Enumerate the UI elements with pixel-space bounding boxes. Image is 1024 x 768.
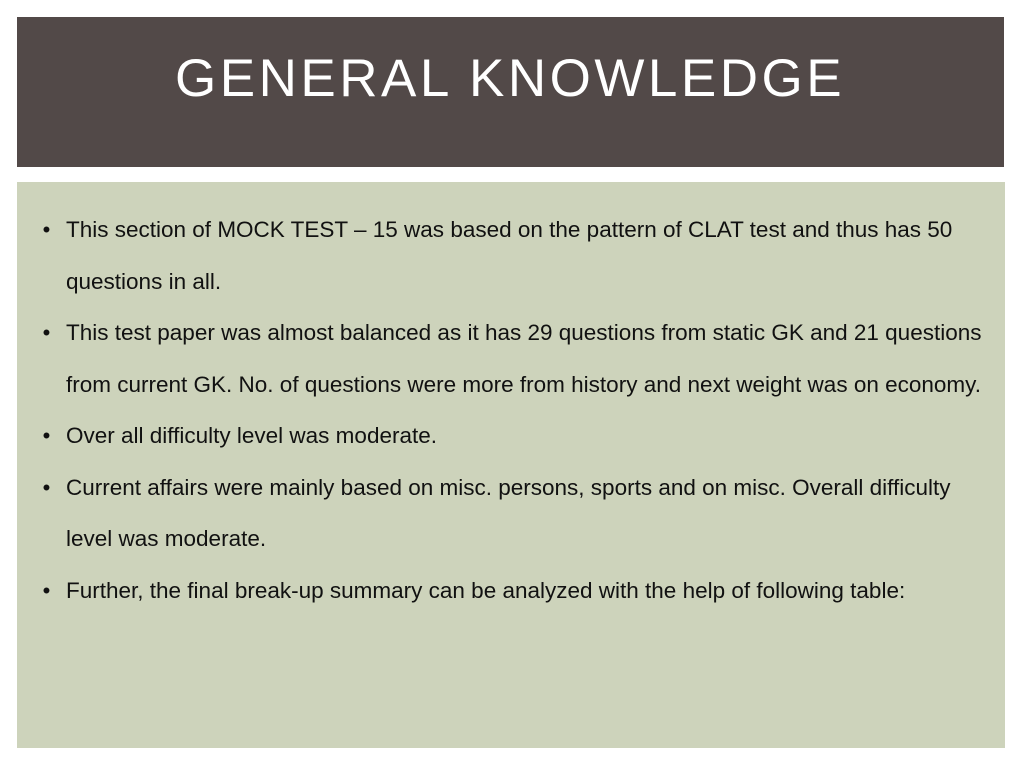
bullet-item xyxy=(27,565,985,617)
bullet-item xyxy=(27,307,985,410)
bullet-text: This section of MOCK TEST – 15 was based on the pattern of CLAT test and thus has 50 questions in all. xyxy=(66,217,953,294)
title-bar xyxy=(17,17,1004,167)
bullet-text: Further, the final break-up summary can be analyzed with the help of following table: xyxy=(66,577,906,603)
bullet-item xyxy=(27,410,985,462)
content-box xyxy=(17,182,1005,748)
bullet-icon: • xyxy=(42,577,51,603)
bullet-list xyxy=(27,204,985,616)
bullet-icon: • xyxy=(42,320,51,345)
bullet-text: Current affairs were mainly based on misc. persons, sports and on misc. Overall difficulty level was moderate. xyxy=(66,474,951,551)
bullet-icon: • xyxy=(42,474,51,500)
bullet-icon: • xyxy=(42,217,51,242)
bullet-text: This test paper was almost balanced as it has 29 questions from static GK and 21 questions from current GK. No. of questions were more from history and next weight was on economy. xyxy=(66,320,982,397)
bullet-icon: • xyxy=(42,423,51,448)
bullet-text: Over all difficulty level was moderate. xyxy=(66,423,437,448)
bullet-item xyxy=(27,204,985,307)
bullet-item xyxy=(27,462,985,565)
slide-title: GENERAL KNOWLEDGE xyxy=(175,48,846,108)
